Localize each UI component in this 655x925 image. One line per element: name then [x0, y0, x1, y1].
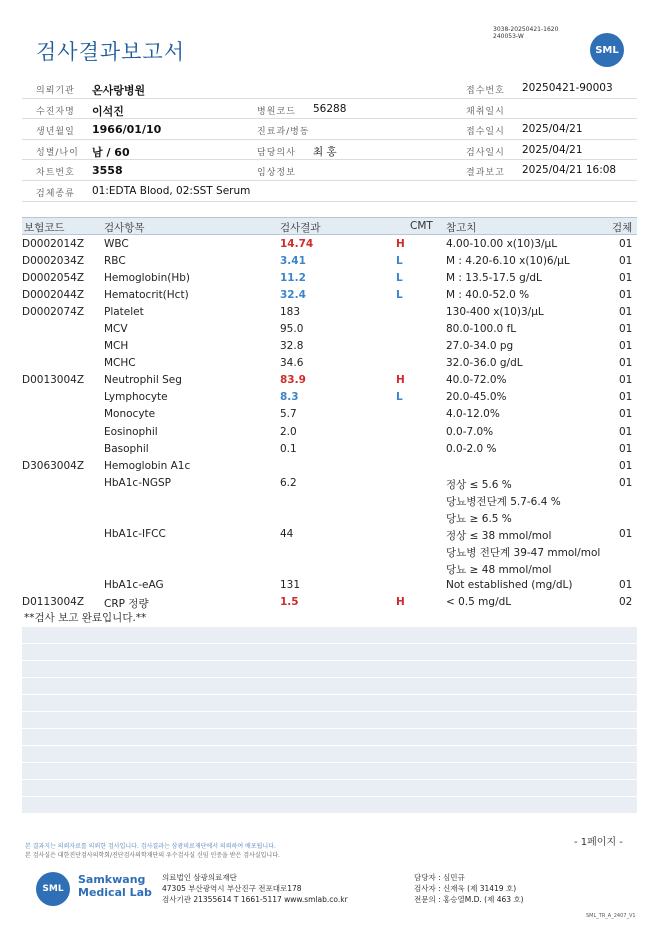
- cell-code: D0013004Z: [22, 374, 85, 387]
- chart-no-label: 차트번호: [36, 168, 75, 179]
- table-row: [22, 594, 637, 611]
- info-row: [22, 140, 637, 161]
- empty-row-stripe: [22, 763, 637, 779]
- empty-row-stripe: [22, 797, 637, 813]
- header-code: 보험코드: [24, 222, 65, 234]
- cell-result: 2.0: [280, 425, 297, 438]
- hospital-code-value: 56288: [313, 102, 347, 115]
- specimen-value: 01:EDTA Blood, 02:SST Serum: [92, 184, 251, 197]
- cell-result: 95.0: [280, 323, 304, 336]
- address-line: 의료법인 삼광의료재단: [162, 873, 237, 882]
- test-date-label: 검사일시: [466, 147, 505, 158]
- cell-item: Hematocrit(Hct): [104, 289, 189, 302]
- patient-label: 수진자명: [36, 106, 75, 117]
- footnote-1: 본 결과지는 의뢰자료를 의뢰한 검사입니다. 검사결과는 삼광의료재단에서 의뢰하여 배포됩니다.: [25, 843, 276, 850]
- company-name-line: Medical Lab: [78, 886, 152, 899]
- cell-ref: M : 4.20-6.10 x(10)6/μL: [446, 255, 570, 268]
- sex-age-value: 남 / 60: [92, 145, 130, 159]
- hospital-code-label: 병원코드: [257, 106, 296, 117]
- cell-flag: H: [396, 374, 405, 387]
- receive-date-label: 접수일시: [466, 127, 505, 138]
- cell-spec: 01: [619, 459, 633, 472]
- cell-result: 5.7: [280, 408, 297, 421]
- cell-spec: 01: [619, 238, 633, 250]
- table-row: [22, 236, 637, 253]
- info-row: [22, 160, 637, 181]
- table-row: [22, 577, 637, 594]
- table-row: [22, 492, 637, 509]
- cell-item: Neutrophil Seg: [104, 374, 182, 387]
- cell-ref: 80.0-100.0 fL: [446, 323, 517, 336]
- company-address: [162, 872, 348, 905]
- collect-date-label: 채취일시: [466, 106, 505, 117]
- cell-result: 183: [280, 306, 301, 319]
- cell-item: HbA1c-eAG: [104, 578, 164, 591]
- table-row: [22, 458, 637, 475]
- empty-row-stripe: [22, 644, 637, 660]
- cell-ref: 20.0-45.0%: [446, 391, 507, 404]
- cell-result: 83.9: [280, 374, 306, 387]
- cell-ref: 당뇨 ≥ 48 mmol/mol: [446, 563, 552, 576]
- footnote-2: 본 검사실은 대한진단검사의학회/진단검사의학재단의 우수검사실 신임 인증을 받은 검사실입니다.: [25, 852, 280, 859]
- cell-item: WBC: [104, 238, 129, 250]
- header-result: 검사결과: [280, 222, 321, 234]
- cell-flag: H: [396, 238, 405, 250]
- cell-item: MCV: [104, 323, 128, 336]
- cell-spec: 01: [619, 391, 633, 404]
- table-row: [22, 253, 637, 270]
- table-row: [22, 441, 637, 458]
- empty-row-stripe: [22, 729, 637, 745]
- cell-item: MCH: [104, 340, 129, 353]
- cell-flag: H: [396, 595, 405, 608]
- cell-ref: 정상 ≤ 38 mmol/mol: [446, 529, 552, 542]
- info-row: [22, 78, 637, 99]
- table-row: [22, 526, 637, 543]
- receive-date-value: 2025/04/21: [522, 123, 583, 136]
- clinical-label: 임상정보: [257, 168, 296, 179]
- cell-item: Monocyte: [104, 408, 156, 421]
- cell-ref: < 0.5 mg/dL: [446, 595, 512, 608]
- results-table-header: [22, 217, 637, 235]
- cell-item: CRP 정량: [104, 597, 149, 610]
- cell-code: D0113004Z: [22, 595, 85, 608]
- cell-ref: 당뇨 ≥ 6.5 %: [446, 512, 512, 525]
- cell-spec: 01: [619, 408, 633, 421]
- cell-result: 34.6: [280, 357, 304, 370]
- cell-result: 8.3: [280, 391, 299, 404]
- cell-ref: M : 13.5-17.5 g/dL: [446, 272, 542, 285]
- cell-spec: 01: [619, 289, 633, 302]
- empty-row-stripe: [22, 627, 637, 643]
- cell-ref: 0.0-7.0%: [446, 425, 494, 438]
- table-row: [22, 355, 637, 372]
- cell-item: Basophil: [104, 442, 149, 455]
- cell-result: 131: [280, 578, 301, 591]
- document-code-line: 3038-20250421-1620: [493, 26, 559, 33]
- form-code: SML_TR_A_2407_V1: [586, 913, 636, 919]
- doctor-label: 담당의사: [257, 147, 296, 158]
- cell-ref: 당뇨병 전단계 39-47 mmol/mol: [446, 546, 601, 559]
- cell-result: 11.2: [280, 272, 306, 285]
- table-row: [22, 304, 637, 321]
- cell-item: Platelet: [104, 306, 144, 319]
- header-ref: 참고치: [446, 222, 477, 234]
- cell-result: 1.5: [280, 595, 299, 608]
- patient-info: [22, 78, 637, 202]
- cell-result: 3.41: [280, 255, 306, 268]
- cell-result: 14.74: [280, 238, 314, 250]
- receipt-no-value: 20250421-90003: [522, 82, 613, 94]
- empty-row-stripe: [22, 661, 637, 677]
- header-item: 검사항목: [104, 222, 145, 234]
- address-line: 47305 부산광역시 부산진구 전포대로178: [162, 884, 302, 893]
- staff-info: [414, 872, 524, 905]
- cell-result: 6.2: [280, 476, 297, 489]
- cell-spec: 01: [619, 425, 633, 438]
- chart-no-value: 3558: [92, 164, 123, 178]
- test-date-value: 2025/04/21: [522, 143, 583, 156]
- table-row: [22, 372, 637, 389]
- table-row: [22, 475, 637, 492]
- cell-item: HbA1c-IFCC: [104, 527, 166, 540]
- report-date-label: 결과보고: [466, 168, 505, 179]
- cell-spec: 01: [619, 374, 633, 387]
- cell-code: D0002074Z: [22, 306, 85, 319]
- receipt-no-label: 접수번호: [466, 86, 505, 96]
- cell-ref: 130-400 x(10)3/μL: [446, 306, 544, 319]
- footer-logo: [36, 872, 70, 906]
- table-row: [22, 270, 637, 287]
- specimen-label: 검체종류: [36, 188, 75, 199]
- table-row: [22, 389, 637, 406]
- cell-ref: 27.0-34.0 pg: [446, 340, 514, 353]
- page-title: 검사결과보고서: [36, 40, 186, 64]
- empty-row-stripe: [22, 678, 637, 694]
- table-row: [22, 321, 637, 338]
- dept-label: 진료과/병동: [257, 127, 310, 138]
- table-row: [22, 287, 637, 304]
- info-row: [22, 119, 637, 140]
- table-row: [22, 424, 637, 441]
- cell-item: Eosinophil: [104, 425, 158, 438]
- cell-code: **검사 보고 완료입니다.**: [24, 612, 147, 625]
- info-row: [22, 181, 637, 202]
- cell-ref: 0.0-2.0 %: [446, 442, 497, 455]
- cell-result: 32.8: [280, 340, 304, 353]
- patient-value: 이석진: [92, 104, 124, 118]
- cell-ref: 당뇨병전단계 5.7-6.4 %: [446, 495, 561, 508]
- cell-code: D3063004Z: [22, 459, 85, 472]
- cell-spec: 01: [619, 357, 633, 370]
- table-row: [22, 406, 637, 423]
- company-name: [78, 873, 152, 899]
- cell-code: D0002014Z: [22, 238, 85, 250]
- cell-ref: 4.0-12.0%: [446, 408, 500, 421]
- cell-spec: 01: [619, 323, 633, 336]
- cell-spec: 01: [619, 272, 633, 285]
- footer-logo-text: SML: [42, 884, 64, 894]
- cell-ref: 4.00-10.00 x(10)3/μL: [446, 238, 558, 250]
- dob-label: 생년월일: [36, 127, 75, 138]
- staff-line: 검사자 : 신재욱 (제 31419 호): [414, 884, 517, 893]
- cell-item: RBC: [104, 255, 126, 268]
- dob-value: 1966/01/10: [92, 123, 162, 137]
- header-cmt: CMT: [410, 220, 433, 232]
- cell-code: D0002044Z: [22, 289, 85, 302]
- cell-spec: 02: [619, 595, 633, 608]
- doctor-value: 최 홍: [313, 145, 337, 158]
- staff-line: 담당자 : 심민규: [414, 873, 465, 882]
- cell-code: D0002054Z: [22, 272, 85, 285]
- sml-logo-text: SML: [595, 44, 619, 56]
- header-spec: 검체: [612, 222, 633, 234]
- cell-ref: 40.0-72.0%: [446, 374, 507, 387]
- table-row: [22, 560, 637, 577]
- table-row: [22, 509, 637, 526]
- institution-value: 온사랑병원: [92, 84, 146, 97]
- document-code-line: 240053-W: [493, 33, 524, 40]
- info-row: [22, 99, 637, 120]
- cell-flag: L: [396, 289, 403, 302]
- cell-spec: 01: [619, 476, 633, 489]
- cell-spec: 01: [619, 340, 633, 353]
- cell-ref: M : 40.0-52.0 %: [446, 289, 530, 302]
- page-number: - 1페이지 -: [574, 837, 623, 848]
- empty-row-stripe: [22, 746, 637, 762]
- company-name-line: Samkwang: [78, 873, 146, 886]
- cell-result: 44: [280, 527, 294, 540]
- document-code: [493, 26, 558, 40]
- cell-result: 32.4: [280, 289, 306, 302]
- cell-code: D0002034Z: [22, 255, 85, 268]
- cell-spec: 01: [619, 306, 633, 319]
- address-line: 검사기관 21355614 T 1661-5117 www.smlab.co.kr: [162, 895, 348, 904]
- cell-spec: 01: [619, 255, 633, 268]
- report-date-value: 2025/04/21 16:08: [522, 164, 617, 177]
- cell-flag: L: [396, 255, 403, 268]
- cell-result: 0.1: [280, 442, 297, 455]
- institution-label: 의뢰기관: [36, 86, 75, 96]
- cell-ref: 32.0-36.0 g/dL: [446, 357, 523, 370]
- cell-flag: L: [396, 272, 403, 285]
- table-row: [22, 543, 637, 560]
- cell-item: HbA1c-NGSP: [104, 476, 171, 489]
- results-table: [22, 236, 637, 628]
- sex-age-label: 성별/나이: [36, 147, 79, 158]
- staff-line: 전문의 : 홍승열M.D. (제 463 호): [414, 895, 524, 904]
- cell-item: Hemoglobin(Hb): [104, 272, 191, 285]
- sml-logo: [590, 33, 624, 67]
- table-row: [22, 338, 637, 355]
- cell-item: Hemoglobin A1c: [104, 459, 191, 472]
- cell-flag: L: [396, 391, 403, 404]
- cell-ref: 정상 ≤ 5.6 %: [446, 478, 512, 491]
- cell-spec: 01: [619, 527, 633, 540]
- empty-row-stripe: [22, 712, 637, 728]
- empty-row-stripe: [22, 780, 637, 796]
- cell-spec: 01: [619, 578, 633, 591]
- cell-spec: 01: [619, 442, 633, 455]
- cell-item: Lymphocyte: [104, 391, 168, 404]
- table-row: [22, 611, 637, 628]
- cell-ref: Not established (mg/dL): [446, 578, 573, 591]
- cell-item: MCHC: [104, 357, 136, 370]
- empty-row-stripe: [22, 695, 637, 711]
